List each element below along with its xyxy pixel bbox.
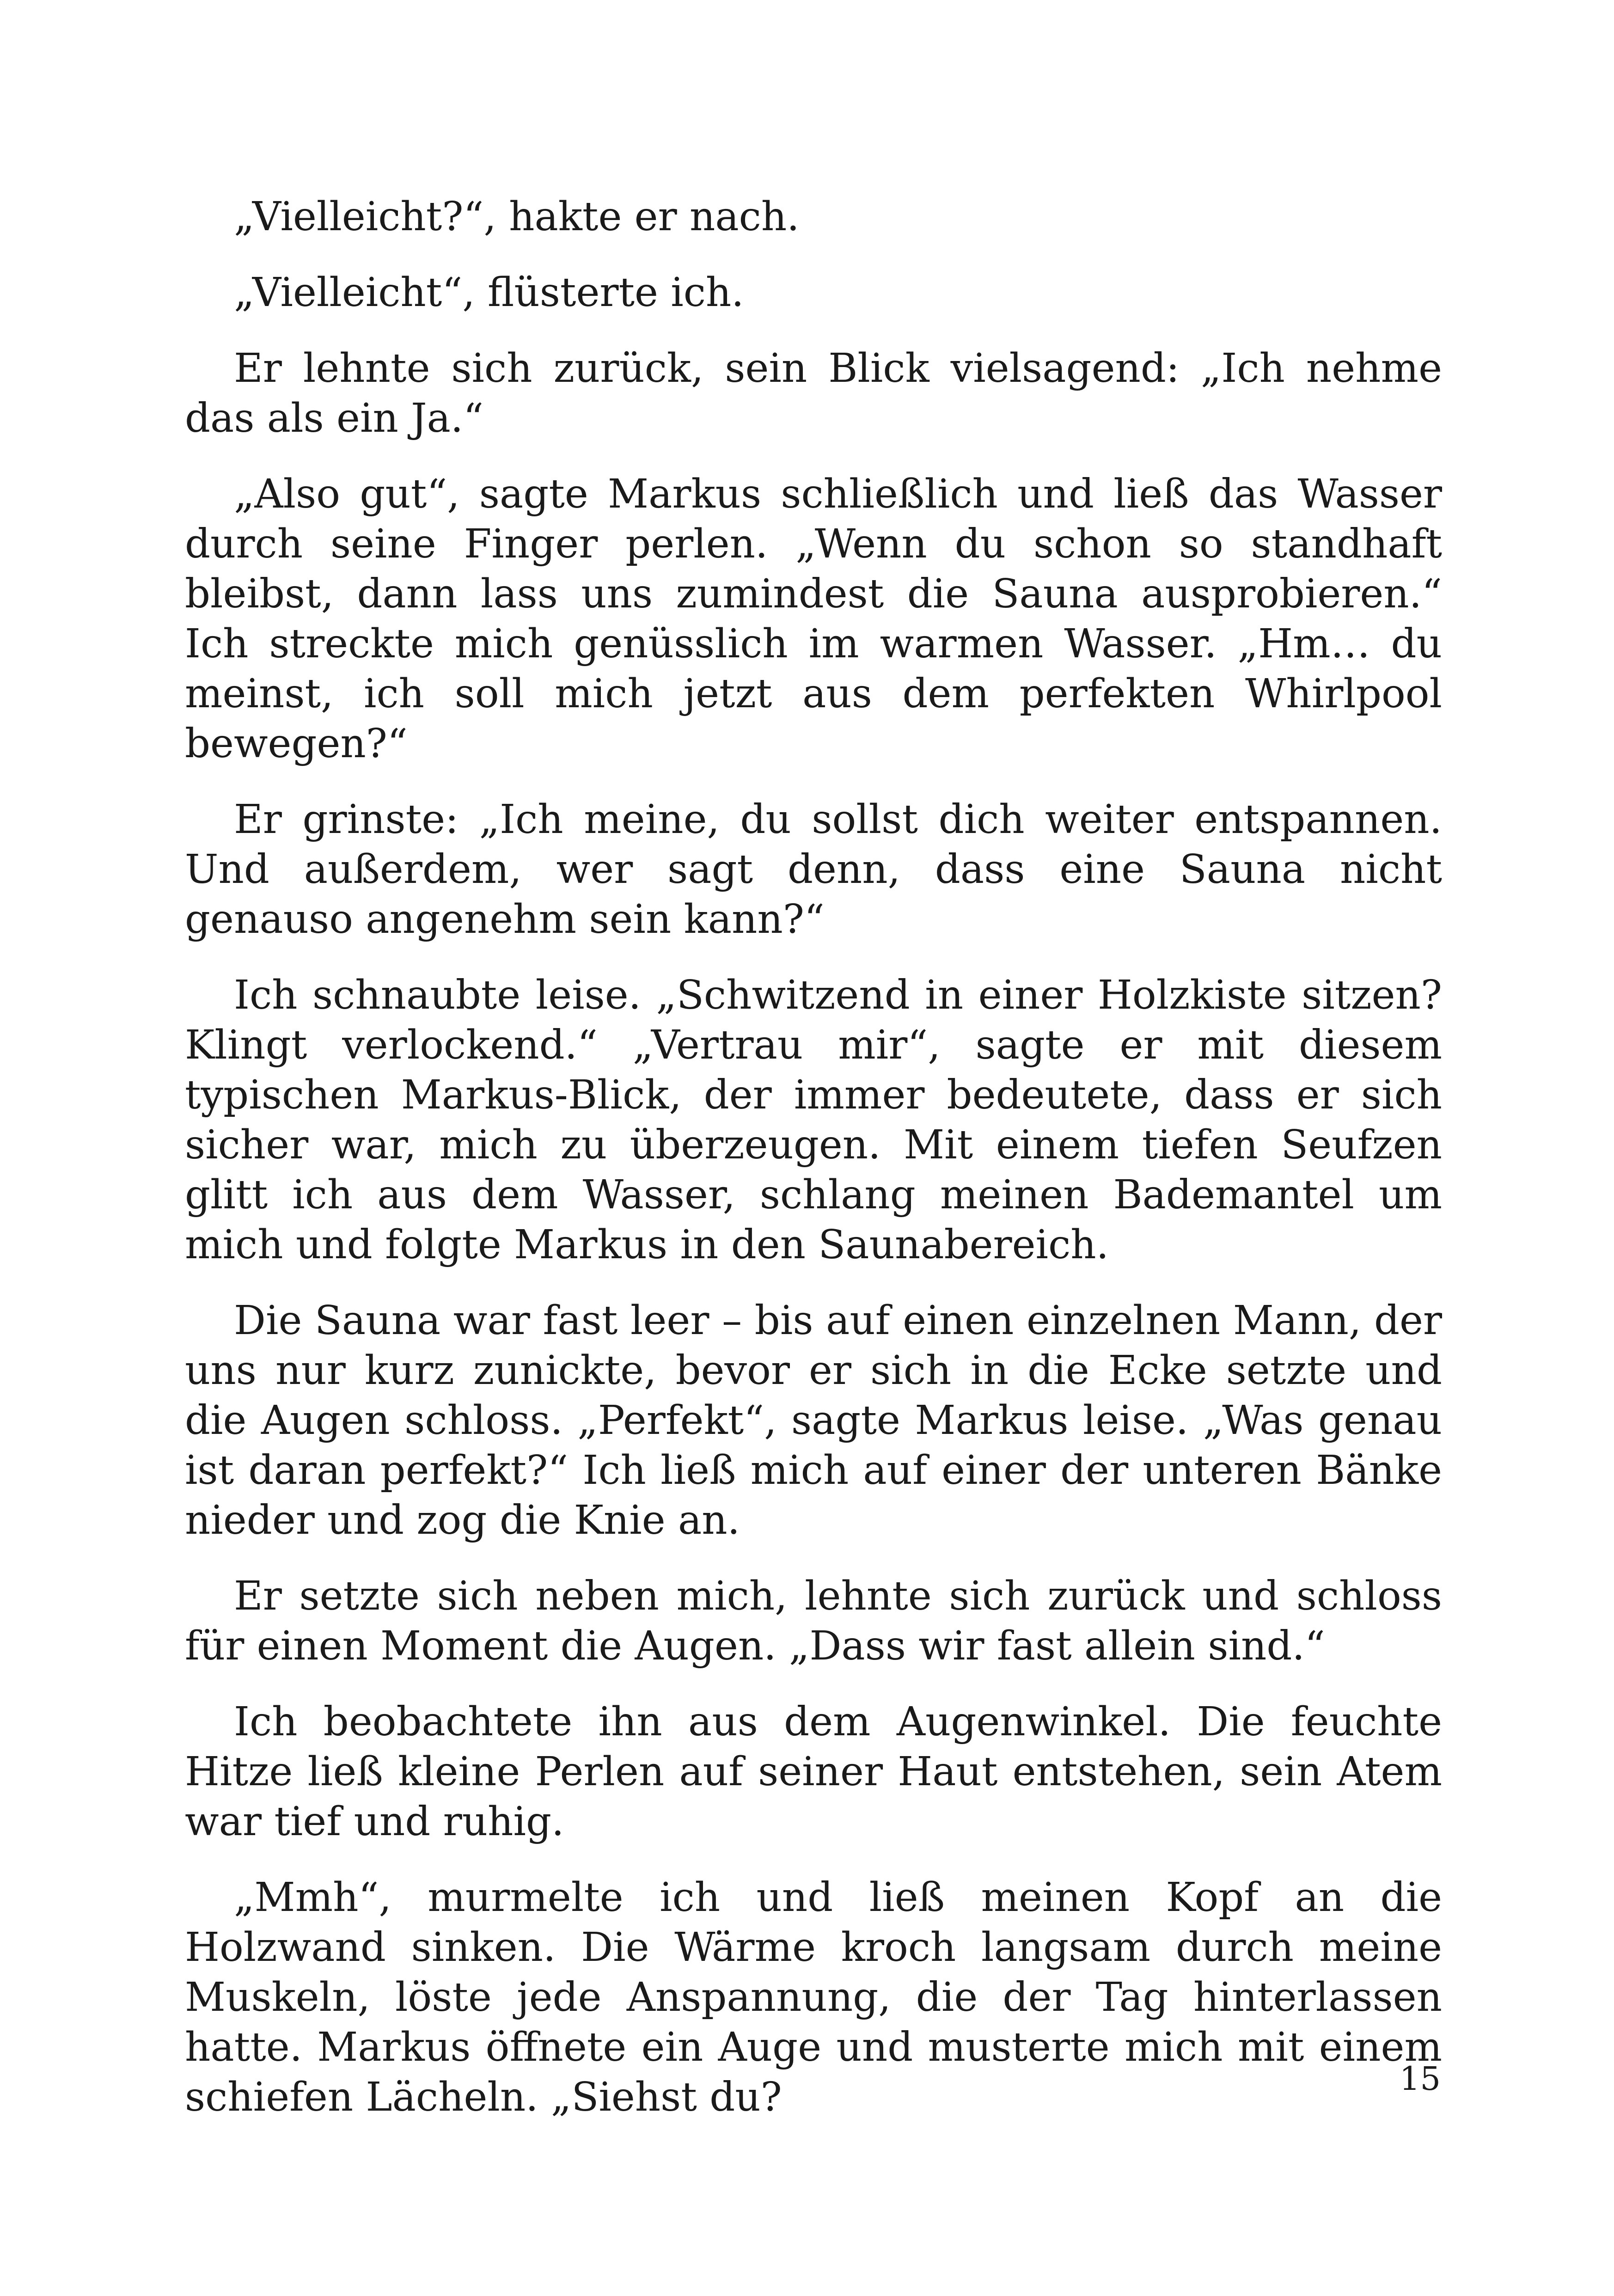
paragraph-5: Er grinste: „Ich meine, du sollst dich weiter entspannen. Und außerdem, wer sagt denn, dass eine Sauna nicht genauso angenehm sein kann?“ — [185, 796, 1442, 943]
paragraph-8: Er setzte sich neben mich, lehnte sich zurück und schloss für einen Moment die Augen. „Dass wir fast allein sind.“ — [185, 1573, 1442, 1669]
paragraph-6: Ich schnaubte leise. „Schwitzend in einer Holzkiste sitzen? Klingt verlockend.“ „Vertrau mir“, sagte er mit diesem typischen Markus-Blick, der immer bedeutete, dass er sich sicher war, mich zu überzeugen. Mit einem tiefen Seufzen glitt ich aus dem Wasser, schlang meinen Bademantel um mich und folgte Markus in den Saunabereich. — [185, 972, 1442, 1268]
body-text — [185, 192, 1442, 2148]
paragraph-3: Er lehnte sich zurück, sein Blick vielsagend: „Ich nehme das als ein Ja.“ — [185, 345, 1442, 441]
paragraph-9: Ich beobachtete ihn aus dem Augenwinkel. Die feuchte Hitze ließ kleine Perlen auf seiner Haut entstehen, sein Atem war tief und ruhig. — [185, 1699, 1442, 1845]
paragraph-2: „Vielleicht“, flüsterte ich. — [234, 269, 744, 316]
paragraph-1: „Vielleicht?“, hakte er nach. — [234, 194, 800, 240]
paragraph-10: „Mmh“, murmelte ich und ließ meinen Kopf an die Holzwand sinken. Die Wärme kroch langsam durch meine Muskeln, löste jede Anspannung, die der Tag hinterlassen hatte. Markus öffnete ein Auge und musterte mich mit einem schiefen Lächeln. „Siehst du? — [185, 1874, 1442, 2120]
paragraph-4: „Also gut“, sagte Markus schließlich und ließ das Wasser durch seine Finger perlen. „Wenn du schon so standhaft bleibst, dann lass uns zumindest die Sauna ausprobieren.“ Ich streckte mich genüsslich im warmen Wasser. „Hm… du meinst, ich soll mich jetzt aus dem perfekten Whirlpool bewegen?“ — [185, 471, 1442, 767]
paragraph-7: Die Sauna war fast leer – bis auf einen einzelnen Mann, der uns nur kurz zunickte, bevor er sich in die Ecke setzte und die Augen schloss. „Perfekt“, sagte Markus leise. „Was genau ist daran perfekt?“ Ich ließ mich auf einer der unteren Bänke nieder und zog die Knie an. — [185, 1298, 1442, 1543]
page-number: 15 — [1399, 2060, 1441, 2098]
